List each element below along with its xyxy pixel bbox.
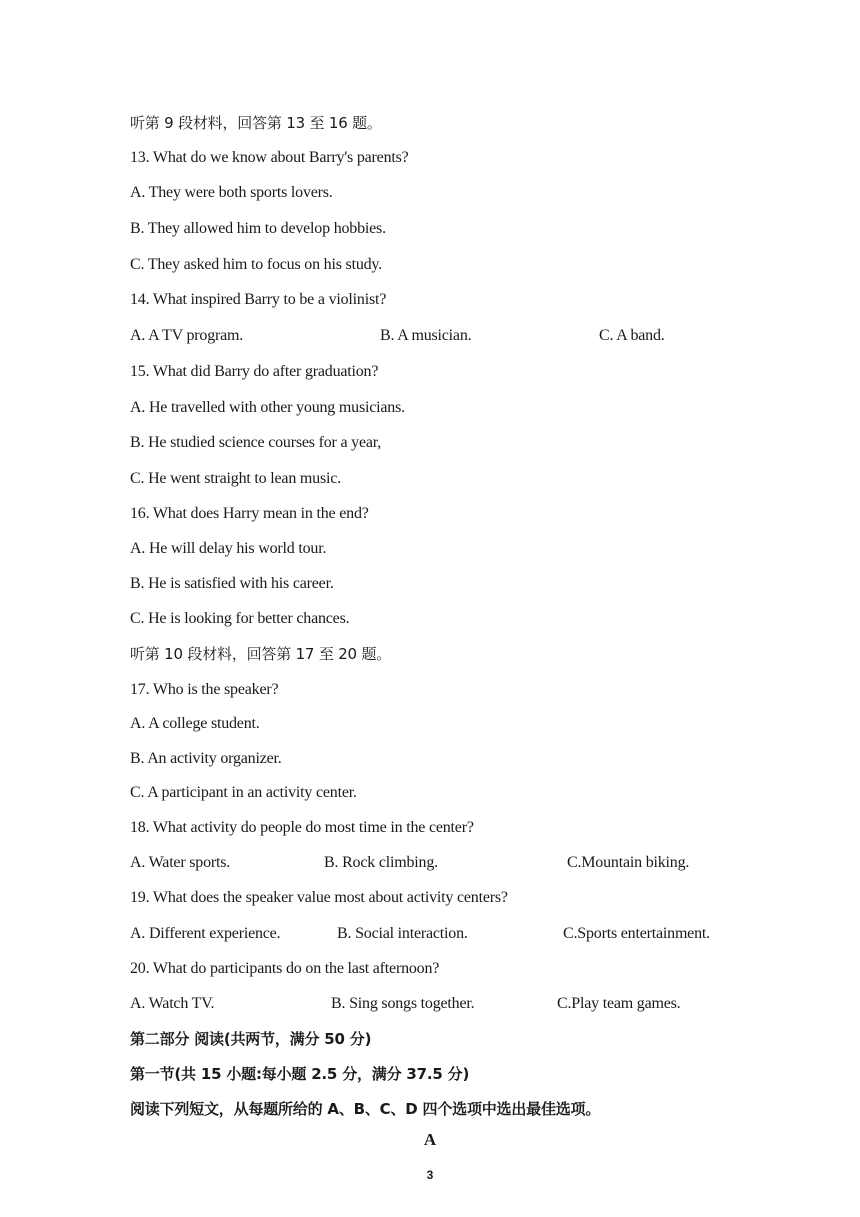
q19-option-b: B. Social interaction. <box>337 925 468 942</box>
q15-option-b: B. He studied science courses for a year, <box>130 434 382 451</box>
q13-option-c: C. They asked him to focus on his study. <box>130 256 382 273</box>
q19-option-c: C.Sports entertainment. <box>563 925 710 942</box>
question-18: 18. What activity do people do most time in the center? <box>130 819 474 836</box>
question-20: 20. What do participants do on the last afternoon? <box>130 960 440 977</box>
q20-option-b: B. Sing songs together. <box>331 995 475 1012</box>
q19-option-a: A. Different experience. <box>130 925 281 942</box>
q16-option-a: A. He will delay his world tour. <box>130 540 327 557</box>
q16-option-b: B. He is satisfied with his career. <box>130 575 334 592</box>
q20-option-c: C.Play team games. <box>557 995 681 1012</box>
reading-instruction: 阅读下列短文，从每题所给的 A、B、C、D 四个选项中选出最佳选项。 <box>130 1100 601 1118</box>
question-13: 13. What do we know about Barry's parents? <box>130 149 409 166</box>
question-15: 15. What did Barry do after graduation? <box>130 363 379 380</box>
question-14: 14. What inspired Barry to be a violinist? <box>130 291 387 308</box>
question-16: 16. What does Harry mean in the end? <box>130 505 369 522</box>
q13-option-b: B. They allowed him to develop hobbies. <box>130 220 386 237</box>
section-one-heading: 第一节(共 15 小题:每小题 2.5 分，满分 37.5 分) <box>130 1065 470 1083</box>
part-two-heading: 第二部分 阅读(共两节，满分 50 分) <box>130 1030 372 1048</box>
q16-option-c: C. He is looking for better chances. <box>130 610 350 627</box>
q13-option-a: A. They were both sports lovers. <box>130 184 333 201</box>
q14-option-b: B. A musician. <box>380 327 472 344</box>
q20-option-a: A. Watch TV. <box>130 995 215 1012</box>
q17-option-b: B. An activity organizer. <box>130 750 282 767</box>
listening-instruction-9: 听第 9 段材料，回答第 13 至 16 题。 <box>130 114 382 132</box>
q14-option-c: C. A band. <box>599 327 665 344</box>
question-19: 19. What does the speaker value most about activity centers? <box>130 889 508 906</box>
q17-option-a: A. A college student. <box>130 715 260 732</box>
question-17: 17. Who is the speaker? <box>130 681 279 698</box>
q18-option-c: C.Mountain biking. <box>567 854 690 871</box>
q14-option-a: A. A TV program. <box>130 327 244 344</box>
passage-letter: A <box>423 1130 437 1149</box>
q15-option-a: A. He travelled with other young musicians. <box>130 399 405 416</box>
q18-option-b: B. Rock climbing. <box>324 854 438 871</box>
q18-option-a: A. Water sports. <box>130 854 231 871</box>
page-number: 3 <box>426 1168 434 1182</box>
q17-option-c: C. A participant in an activity center. <box>130 784 357 801</box>
q15-option-c: C. He went straight to lean music. <box>130 470 341 487</box>
listening-instruction-10: 听第 10 段材料，回答第 17 至 20 题。 <box>130 645 392 663</box>
